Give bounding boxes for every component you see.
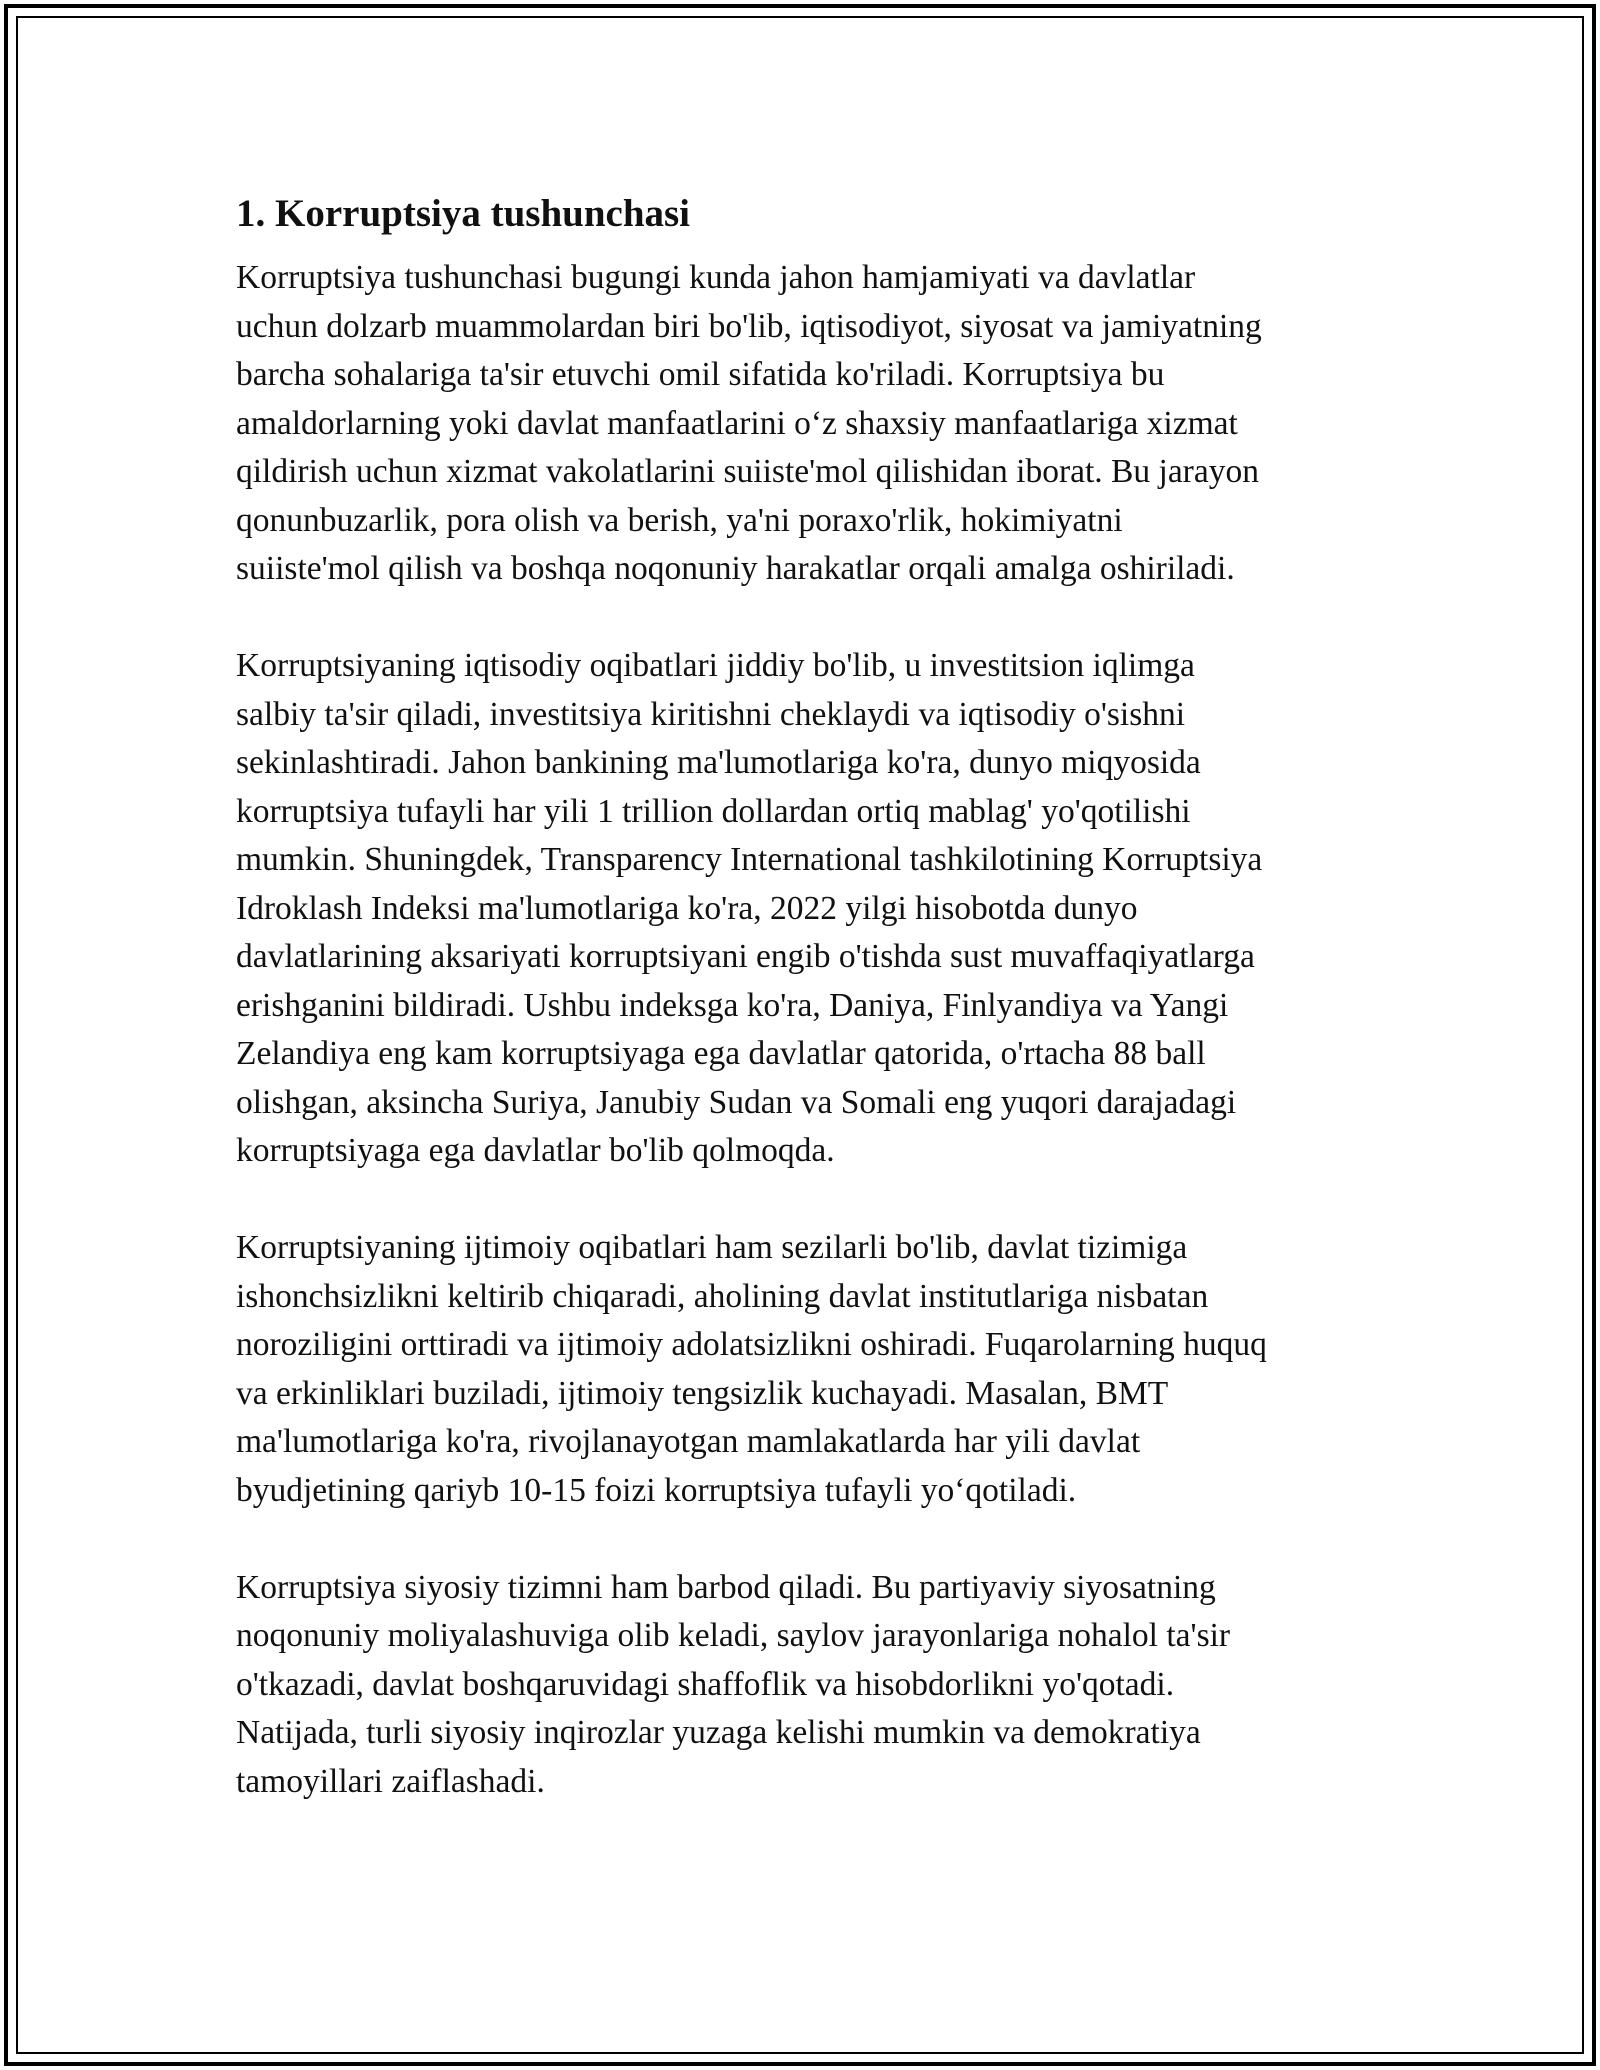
paragraph-economic-consequences: Korruptsiyaning iqtisodiy oqibatlari jiddiy bo'lib, u investitsion iqlimga salbiy ta'sir qiladi, investitsiya kiritishni cheklaydi va iqtisodiy o'sishni sekinlashtiradi. Jahon bankining ma'lumotlariga ko'ra, dunyo miqyosida korruptsiya tufayli har yili 1 trillion dollardan ortiq mablag' yo'qotilishi mumkin. Shuningdek, Transparency International tashkilotining Korruptsiya Idroklash Indeksi ma'lumotlariga ko'ra, 2022 yilgi hisobotda dunyo davlatlarining aksariyati korruptsiyani engib o'tishda sust muvaffaqiyatlarga erishganini bildiradi. Ushbu indeksga ko'ra, Daniya, Finlyandiya va Yangi Zelandiya eng kam korruptsiyaga ega davlatlar qatorida, o'rtacha 88 ball olishgan, aksincha Suriya, Janubiy Sudan va Somali eng yuqori darajadagi korruptsiyaga ega davlatlar bo'lib qolmoqda. <box>236 647 1263 1169</box>
paragraph-definition: Korruptsiya tushunchasi bugungi kunda jahon hamjamiyati va davlatlar uchun dolzarb muammolardan biri bo'lib, iqtisodiyot, siyosat va jamiyatning barcha sohalariga ta'sir etuvchi omil sifatida ko'riladi. Korruptsiya bu amaldorlarning yoki davlat manfaatlarini o‘z shaxsiy manfaatlariga xizmat qildirish uchun xizmat vakolatlarini suiiste'mol qilishidan iborat. Bu jarayon qonunbuzarlik, pora olish va berish, ya'ni poraxo'rlik, hokimiyatni suiiste'mol qilish va boshqa noqonuniy harakatlar orqali amalga oshiriladi. <box>236 259 1262 587</box>
section-heading: 1. Korruptsiya tushunchasi <box>236 192 691 235</box>
paragraph-social-consequences: Korruptsiyaning ijtimoiy oqibatlari ham sezilarli bo'lib, davlat tizimiga ishonchsizlikni keltirib chiqaradi, aholining davlat institutlariga nisbatan noroziligini orttiradi va ijtimoiy adolatsizlikni oshiradi. Fuqarolarning huquq va erkinliklari buziladi, ijtimoiy tengsizlik kuchayadi. Masalan, BMT ma'lumotlariga ko'ra, rivojlanayotgan mamlakatlarda har yili davlat byudjetining qariyb 10-15 foizi korruptsiya tufayli yo‘qotiladi. <box>236 1229 1267 1509</box>
paragraph-political-consequences: Korruptsiya siyosiy tizimni ham barbod qiladi. Bu partiyaviy siyosatning noqonuniy moliyalashuviga olib keladi, saylov jarayonlariga nohalol ta'sir o'tkazadi, davlat boshqaruvidagi shaffoflik va hisobdorlikni yo'qotadi. Natijada, turli siyosiy inqirozlar yuzaga kelishi mumkin va demokratiya tamoyillari zaiflashadi. <box>236 1568 1231 1800</box>
document-body <box>236 186 1376 1806</box>
